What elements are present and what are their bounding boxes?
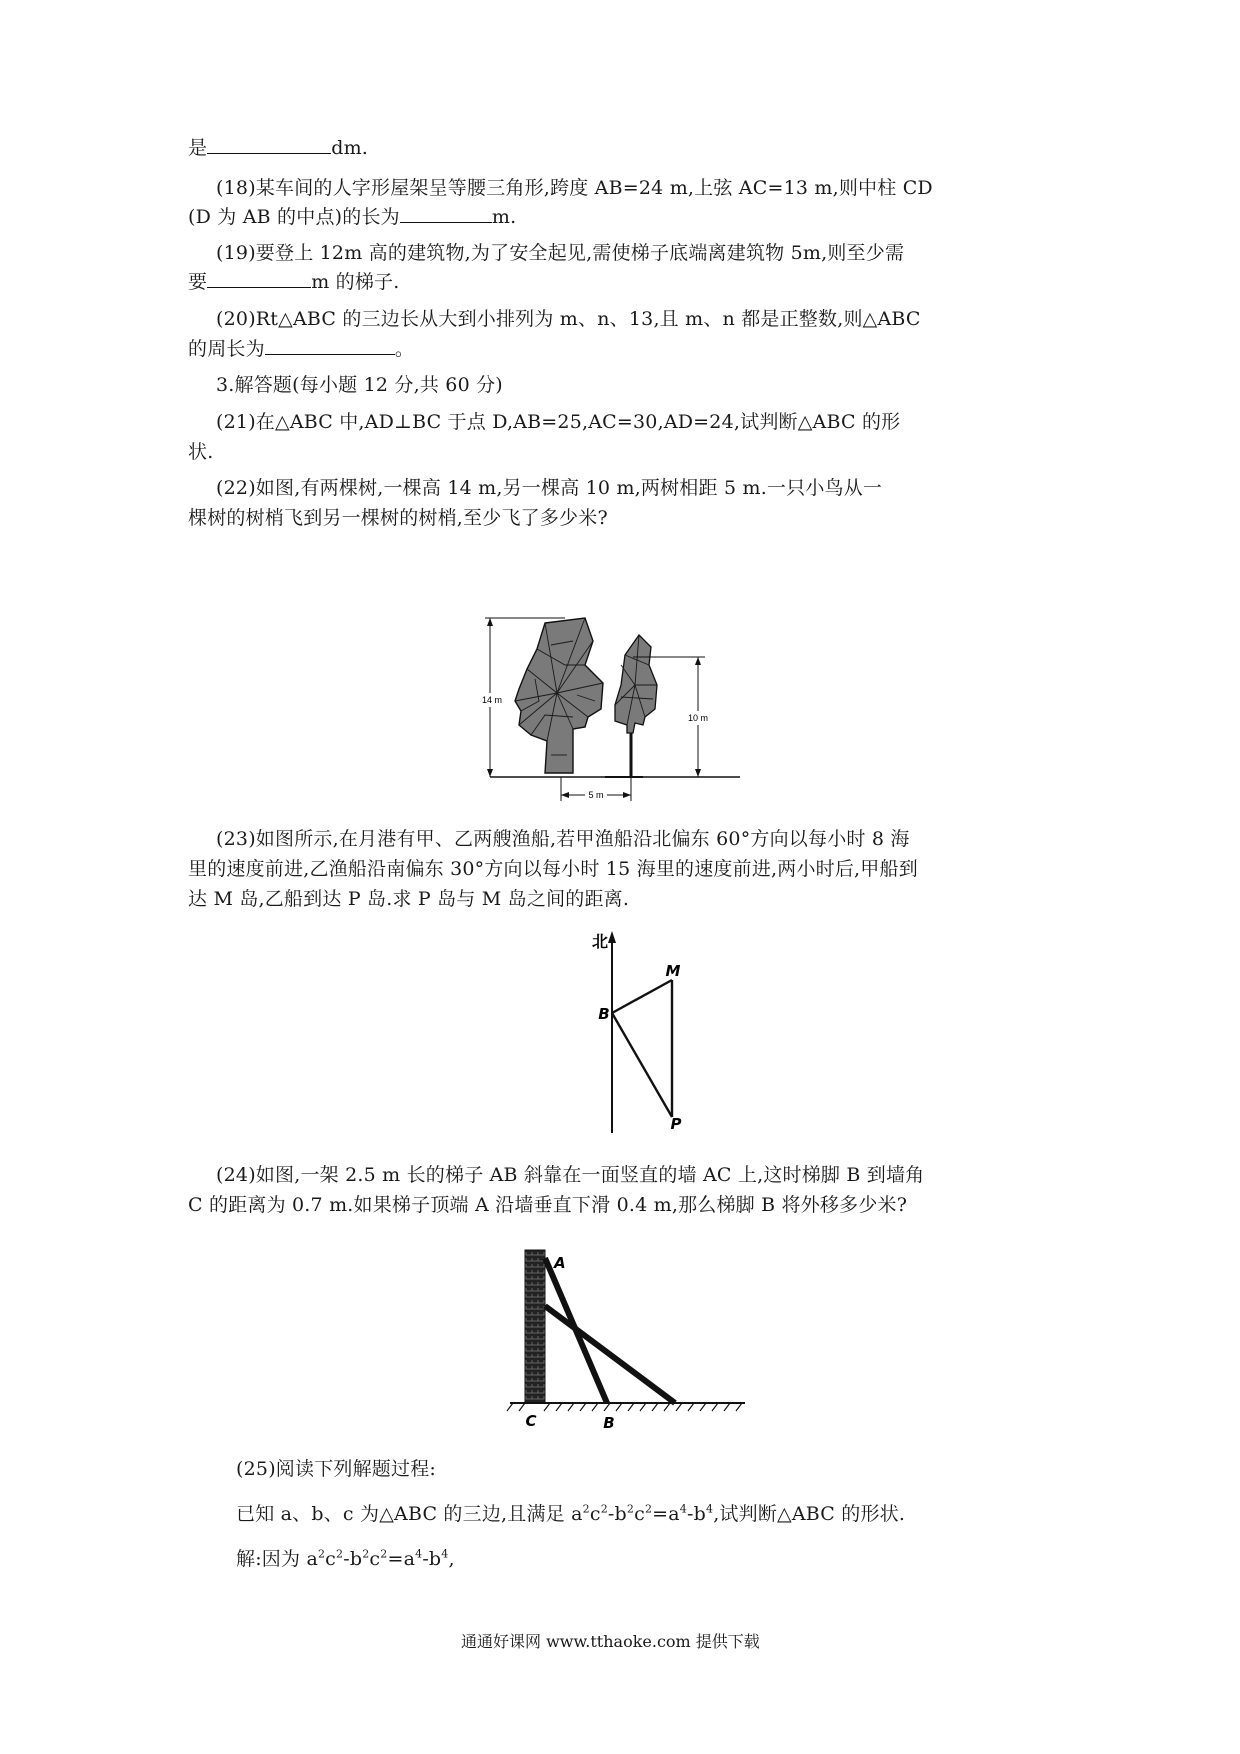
page-footer[interactable]: 通通好课网 www.tthaoke.com 提供下载 — [461, 1632, 760, 1651]
superscript: 4 — [415, 1547, 423, 1561]
text-segment: c — [369, 1548, 381, 1570]
text-segment: 已知 a、b、c 为△ABC 的三边,且满足 a — [236, 1503, 583, 1525]
question-23-line-3: 达 M 岛,乙船到达 P 岛.求 P 岛与 M 岛之间的距离. — [188, 888, 630, 910]
superscript: 2 — [626, 1502, 635, 1516]
text-segment: dm. — [331, 137, 369, 159]
text-segment: 解:因为 a — [236, 1548, 318, 1570]
question-20-line-1: (20)Rt△ABC 的三边长从大到小排列为 m、n、13,且 m、n 都是正整数,则△ABC — [216, 308, 921, 330]
ladder-foot-label: B — [603, 1414, 615, 1432]
question-24-line-2: C 的距离为 0.7 m.如果梯子顶端 A 沿墙垂直下滑 0.4 m,那么梯脚 B 将外移多少米? — [188, 1194, 908, 1216]
text-segment: 。 — [394, 338, 415, 360]
superscript: 2 — [644, 1502, 653, 1516]
question-24-line-1: (24)如图,一架 2.5 m 长的梯子 AB 斜靠在一面竖直的墙 AC 上,这时梯脚 B 到墙角 — [216, 1164, 925, 1186]
point-m-label: M — [665, 962, 681, 980]
left-tree-height-label: 14 m — [481, 695, 503, 705]
answer-blank-19[interactable] — [207, 271, 311, 288]
point-b-label: B — [598, 1005, 610, 1023]
figure-two-trees — [481, 605, 745, 810]
question-18-line-2 — [188, 205, 516, 229]
text-segment: =a — [387, 1548, 416, 1570]
right-tree-height-label: 10 m — [687, 713, 709, 723]
text-segment: c — [325, 1548, 337, 1570]
text-line-1 — [188, 136, 368, 160]
question-18-line-1: (18)某车间的人字形屋架呈等腰三角形,跨度 AB=24 m,上弦 AC=13 m,则中柱 CD — [216, 177, 933, 199]
superscript: 2 — [362, 1547, 370, 1561]
superscript: 2 — [380, 1547, 388, 1561]
point-p-label: P — [670, 1115, 682, 1133]
text-segment: -b — [422, 1548, 442, 1570]
text-segment: c — [589, 1503, 601, 1525]
question-22-line-1: (22)如图,有两棵树,一棵高 14 m,另一棵高 10 m,两树相距 5 m.一只小鸟从一 — [216, 477, 883, 499]
section-heading-3: 3.解答题(每小题 12 分,共 60 分) — [216, 374, 503, 396]
superscript: 4 — [679, 1502, 687, 1516]
superscript: 4 — [441, 1547, 449, 1561]
text-segment: 的周长为 — [188, 338, 265, 360]
superscript: 2 — [582, 1502, 590, 1516]
text-segment: -b — [343, 1548, 363, 1570]
answer-blank-20[interactable] — [265, 338, 395, 355]
question-25-given — [236, 1502, 905, 1526]
question-23-line-2: 里的速度前进,乙渔船沿南偏东 30°方向以每小时 15 海里的速度前进,两小时后,甲船到 — [188, 858, 918, 880]
text-segment: (D 为 AB 的中点)的长为 — [188, 206, 400, 228]
text-segment: -b — [687, 1503, 706, 1525]
superscript: 4 — [705, 1502, 714, 1516]
text-segment: 要 — [188, 271, 208, 293]
text-segment: m 的梯子. — [311, 271, 400, 293]
question-25-solution — [236, 1547, 455, 1571]
text-segment: -b — [607, 1503, 627, 1525]
figure-compass-ships — [580, 925, 700, 1145]
question-25-heading: (25)阅读下列解题过程: — [236, 1458, 437, 1480]
question-20-line-2 — [188, 337, 414, 361]
question-22-line-2: 棵树的树梢飞到另一棵树的树梢,至少飞了多少米? — [188, 507, 608, 529]
tree-distance-label: 5 m — [588, 790, 604, 800]
question-19-line-1: (19)要登上 12m 高的建筑物,为了安全起见,需使梯子底端离建筑物 5m,则至少需 — [216, 242, 905, 264]
answer-blank-18[interactable] — [400, 206, 492, 223]
text-segment: =a — [652, 1503, 680, 1525]
ladder-top-label: A — [554, 1254, 566, 1272]
text-segment: m. — [491, 206, 517, 228]
wall-corner-label: C — [525, 1412, 537, 1430]
answer-blank-17[interactable] — [207, 137, 331, 154]
superscript: 2 — [317, 1547, 326, 1561]
superscript: 2 — [600, 1502, 608, 1516]
north-label: 北 — [591, 932, 609, 951]
text-segment: ,试判断△ABC 的形状. — [713, 1503, 906, 1525]
question-19-line-2 — [188, 270, 400, 294]
figure-ladder — [505, 1240, 755, 1435]
question-23-line-1: (23)如图所示,在月港有甲、乙两艘渔船,若甲渔船沿北偏东 60°方向以每小时 8 海 — [216, 828, 910, 850]
superscript: 2 — [336, 1547, 344, 1561]
question-21-line-1: (21)在△ABC 中,AD⊥BC 于点 D,AB=25,AC=30,AD=24,试判断△ABC 的形 — [216, 411, 901, 433]
question-21-line-2: 状. — [188, 441, 214, 463]
text-segment: c — [634, 1503, 645, 1525]
text-segment: 是 — [188, 137, 208, 159]
text-segment: , — [448, 1548, 455, 1570]
